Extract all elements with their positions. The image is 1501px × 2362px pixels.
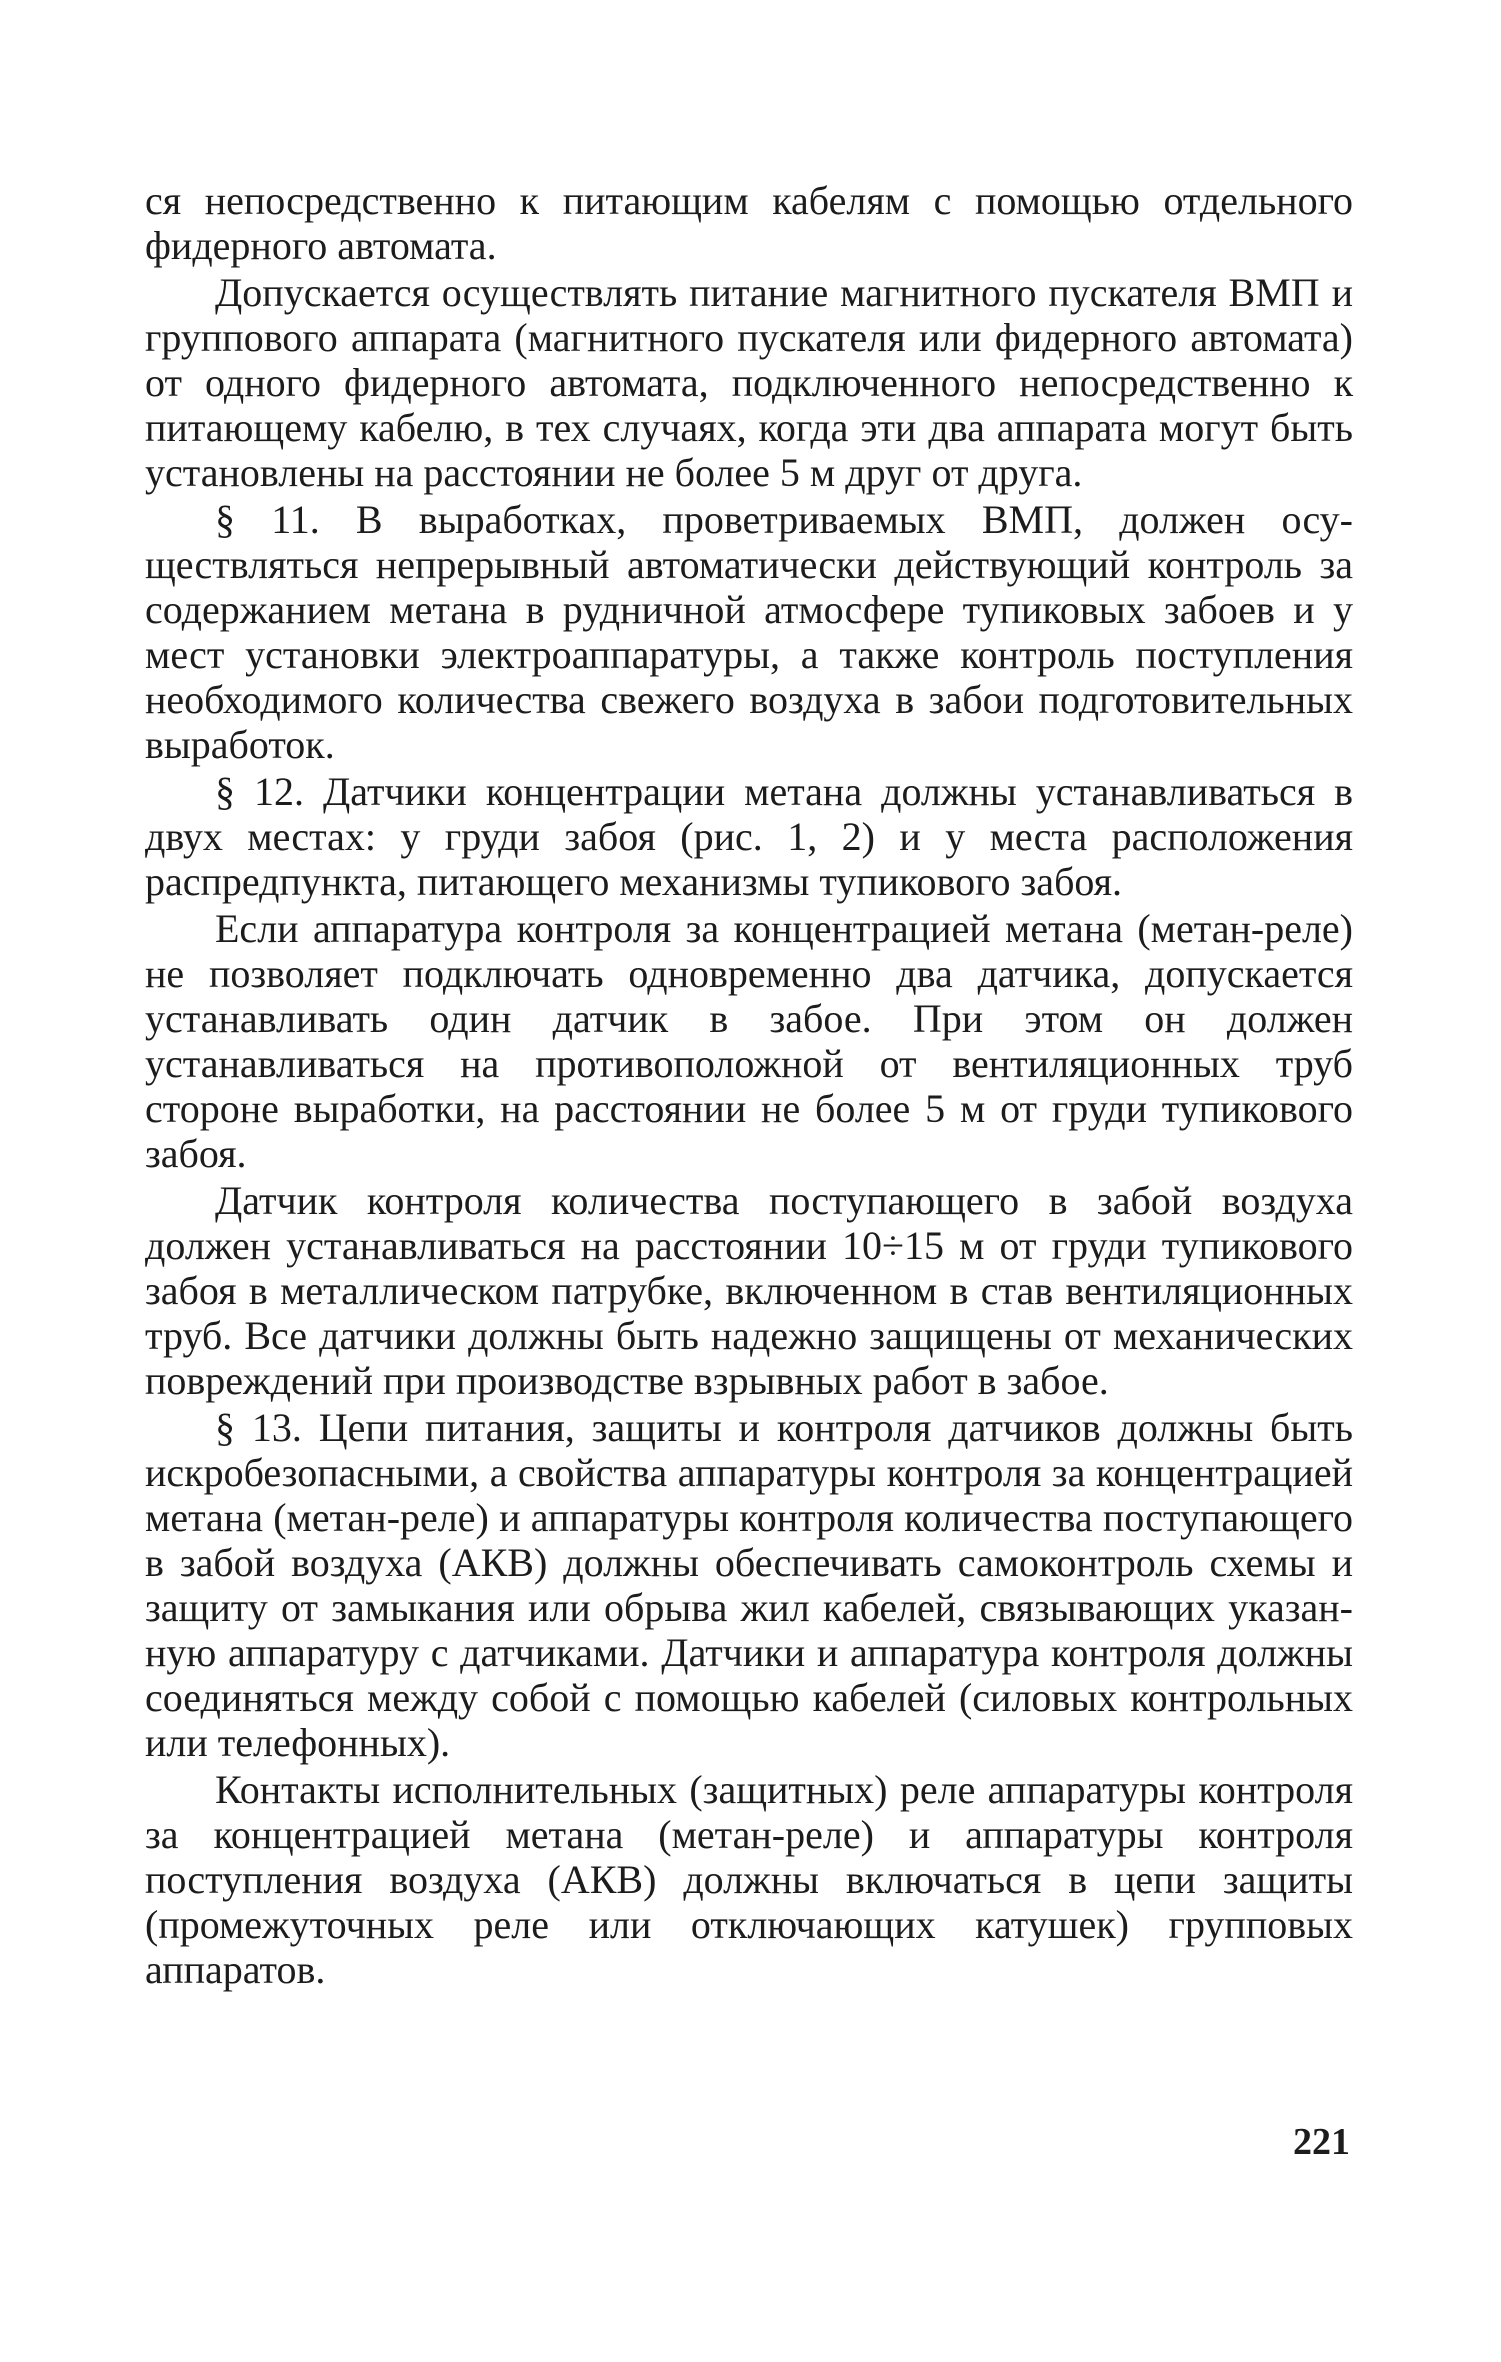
paragraph-methane-relay: Если аппаратура контроля за концентрацией метана (метан-реле) не позволяет подключать одновременно два датчика, допускается устанавливать один датчик в забое. При этом он должен устанавливаться на противоположной от вентиляционных труб стороне выработки, на расстоянии не более 5 м от груди тупикового забоя. <box>145 906 1353 1176</box>
paragraph-section-13: § 13. Цепи питания, защиты и контроля датчиков должны быть искробезопасными, а свойства аппаратуры контроля за концентрацией метана (метан-реле) и аппаратуры контроля количества поступающего в забой воздуха (АКВ) должны обеспечивать самоконтроль схемы и защиту от замыкания или обрыва жил кабелей, связывающих указанную аппаратуру с датчиками. Датчики и аппаратура контроля должны соединяться между собой с помощью кабелей (силовых контрольных или телефонных). <box>145 1405 1353 1765</box>
paragraph-section-11: § 11. В выработках, проветриваемых ВМП, должен осуществляться непрерывный автоматически действующий контроль за содержанием метана в рудничной атмосфере тупиковых забоев и у мест установки электроаппаратуры, а также контроль поступления необходимого количества свежего воздуха в забои подготовительных выработок. <box>145 497 1353 767</box>
paragraph-relay-contacts: Контакты исполнительных (защитных) реле аппаратуры контроля за концентрацией метана (метан-реле) и аппаратуры контроля поступления воздуха (АКВ) должны включаться в цепи защиты (промежуточных реле или отключающих катушек) групповых аппаратов. <box>145 1767 1353 1992</box>
paragraph-section-12: § 12. Датчики концентрации метана должны устанавливаться в двух местах: у груди забоя (рис. 1, 2) и у места расположения распредпункта, питающего механизмы тупикового забоя. <box>145 769 1353 904</box>
paragraph-continuation: ся непосредственно к питающим кабелям с помощью отдельного фидерного автомата. <box>145 178 1353 268</box>
page-body <box>145 178 1353 1992</box>
paragraph-power-supply: Допускается осуществлять питание магнитного пускателя ВМП и группового аппарата (магнитного пускателя или фидерного автомата) от одного фидерного автомата, подключенного непосредственно к питающему кабелю, в тех случаях, когда эти два аппарата могут быть установлены на расстоянии не более 5 м друг от друга. <box>145 270 1353 495</box>
page-number: 221 <box>1293 2121 1350 2163</box>
paragraph-air-sensor: Датчик контроля количества поступающего в забой воздуха должен устанавливаться на расстоянии 10÷15 м от груди тупикового забоя в металлическом патрубке, включенном в став вентиляционных труб. Все датчики должны быть надежно защищены от механических повреждений при производстве взрывных работ в забое. <box>145 1178 1353 1403</box>
